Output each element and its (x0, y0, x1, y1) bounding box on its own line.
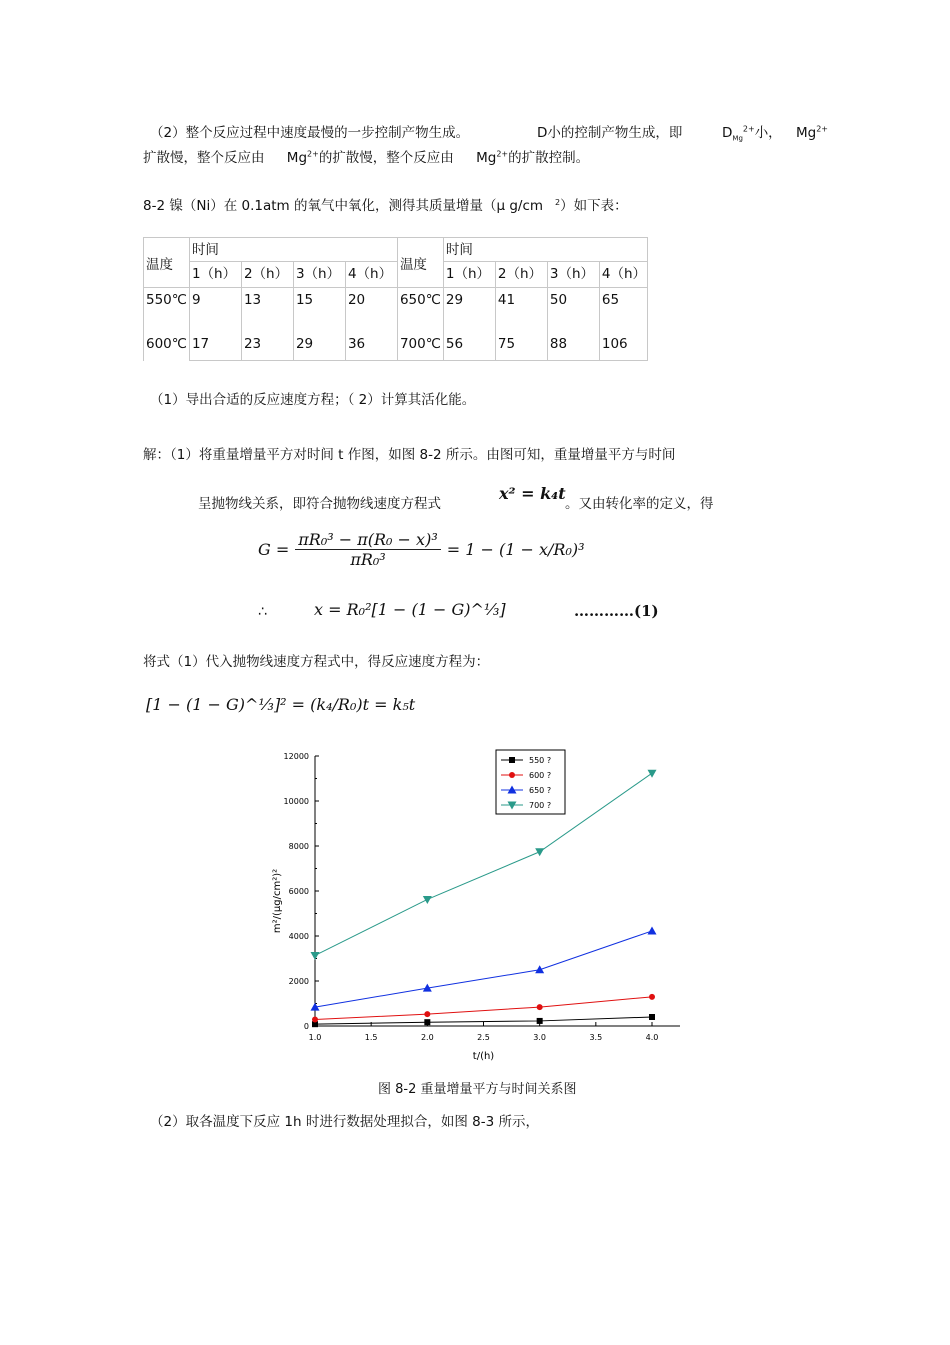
value: 56 (445, 336, 464, 352)
value: 65 (601, 292, 620, 308)
header-hour: 4（h） (599, 262, 647, 288)
table-cell (241, 288, 293, 361)
solution-line2-tail: 。又由转化率的定义，得 (565, 496, 714, 512)
x-tick-label: 3.0 (533, 1033, 547, 1042)
mg-superscript: 2+ (816, 124, 828, 134)
para1-text-a: （2）整个反应过程中速度最慢的一步控制产物生成。 (150, 125, 470, 141)
mg-symbol: Mg (795, 125, 817, 141)
table-cell-temp (144, 288, 190, 361)
eq-tag: …………(1) (574, 602, 659, 620)
legend-label: 700 ? (529, 801, 552, 810)
header-hour: 1（h） (443, 262, 495, 288)
data-point (535, 965, 544, 973)
value: 23 (243, 336, 262, 352)
small-text: 小， (754, 125, 782, 141)
temp-650: 650℃ (399, 292, 441, 308)
x-tick-label: 2.5 (477, 1033, 490, 1042)
problem-tail: ）如下表： (560, 198, 628, 214)
para1-line2-text: 扩散慢，整个反应由 (143, 150, 265, 166)
eq-G-left: G = (258, 540, 290, 559)
data-point (312, 1016, 318, 1022)
series-line (315, 773, 652, 955)
para1-line1 (150, 121, 469, 141)
table-cell (443, 288, 495, 361)
eq-G-right: = 1 − (1 − x/R₀)³ (446, 540, 585, 559)
eq-rate: [1 − (1 − G)^⅓]² = (k₄/R₀)t = k₅t (146, 695, 416, 714)
y-tick-label: 4000 (288, 932, 309, 941)
temp-550: 550℃ (146, 292, 187, 308)
header-hour: 3（h） (547, 262, 599, 288)
mass-gain-squared-chart (258, 745, 698, 1070)
y-tick-label: 10000 (283, 797, 309, 806)
y-tick-label: 2000 (288, 977, 309, 986)
header-hour: 1（h） (189, 262, 241, 288)
substitution-line: 将式（1）代入抛物线速度方程式中，得反应速度方程为： (143, 654, 490, 670)
value: 13 (243, 292, 262, 308)
x-tick-label: 3.5 (589, 1033, 603, 1042)
x-tick-label: 4.0 (645, 1033, 659, 1042)
eq-G (258, 530, 585, 569)
header-time-1: 时间 (189, 238, 397, 262)
para1-line2-c: 的扩散控制。 (508, 150, 590, 166)
solution-line1: 解：（1）将重量增量平方对时间 t 作图，如图 8-2 所示。由图可知，重量增量平方与时间 (143, 447, 676, 463)
y-tick-label: 6000 (288, 887, 309, 896)
value: 29 (445, 292, 464, 308)
data-point (424, 1011, 430, 1017)
header-temp-1: 温度 (144, 238, 190, 288)
y-axis-label: m²/(μg/cm²)² (272, 868, 283, 934)
last-line: （2）取各温度下反应 1h 时进行数据处理拟合，如图 8-3 所示， (150, 1114, 539, 1130)
para1-line1-b (537, 121, 682, 141)
value: 41 (497, 292, 516, 308)
data-point (311, 952, 320, 960)
mass-gain-table (143, 237, 648, 361)
temp-600: 600℃ (146, 336, 187, 352)
data-point (648, 770, 657, 778)
legend-label: 650 ? (529, 786, 552, 795)
data-point (537, 1004, 543, 1010)
header-time-2: 时间 (443, 238, 647, 262)
data-point (537, 1018, 543, 1024)
eq-parabola: x² = k₄t (499, 484, 566, 503)
value: 36 (347, 336, 366, 352)
eq-G-numerator: πR₀³ − π(R₀ − x)³ (295, 530, 440, 550)
legend-label: 550 ? (529, 756, 552, 765)
value: 50 (549, 292, 568, 308)
data-point (535, 848, 544, 856)
mg-superscript-3: 2+ (496, 149, 509, 159)
table-cell (547, 288, 599, 361)
data-point (509, 757, 515, 763)
problem-sup: 2 (555, 197, 561, 207)
temp-700: 700℃ (399, 336, 441, 352)
table-cell (189, 288, 241, 361)
table-cell (599, 288, 647, 361)
value: 17 (191, 336, 210, 352)
x-tick-label: 1.0 (308, 1033, 322, 1042)
mg-symbol-2: Mg (286, 150, 308, 166)
solution-line2 (198, 492, 441, 512)
y-tick-label: 12000 (283, 752, 309, 761)
value: 75 (497, 336, 516, 352)
header-temp-2: 温度 (397, 238, 443, 288)
chart-layer (272, 750, 680, 1062)
value: 15 (295, 292, 314, 308)
value: 88 (549, 336, 568, 352)
header-hour: 3（h） (293, 262, 345, 288)
mg-superscript-2: 2+ (307, 149, 319, 159)
data-point (649, 1014, 655, 1020)
value: 106 (601, 336, 628, 352)
para1-line2 (143, 146, 589, 166)
data-point (648, 926, 657, 934)
x-axis-label: t/(h) (472, 1051, 495, 1062)
series-line (315, 997, 652, 1020)
d-subscript: Mg (732, 134, 743, 143)
x-tick-label: 1.5 (364, 1033, 378, 1042)
para1-text-b: D小的控制产物生成，即 (537, 125, 683, 141)
table-cell (293, 288, 345, 361)
data-point (649, 994, 655, 1000)
eq-G-denominator: πR₀³ (350, 550, 386, 569)
solution-line2-text: 呈抛物线关系，即符合抛物线速度方程式 (198, 496, 441, 512)
problem-title (143, 194, 628, 214)
para1-dmg (722, 121, 828, 143)
mg-symbol-3: Mg (476, 150, 497, 166)
questions: （1）导出合适的反应速度方程；（ 2）计算其活化能。 (150, 392, 476, 408)
problem-title-text: 8-2 镍（Ni）在 0.1atm 的氧气中氧化，测得其质量增量（μ g/cm (143, 198, 544, 214)
y-tick-label: 8000 (288, 842, 309, 851)
d-superscript: 2+ (742, 124, 755, 134)
data-point (423, 896, 432, 904)
table-cell (345, 288, 397, 361)
legend-label: 600 ? (529, 771, 552, 780)
header-hour: 4（h） (345, 262, 397, 288)
figure-caption: 图 8-2 重量增量平方与时间关系图 (378, 1082, 577, 1097)
data-point (424, 1019, 430, 1025)
x-tick-label: 2.0 (420, 1033, 434, 1042)
data-point (509, 772, 515, 778)
therefore-symbol: ∴ (258, 604, 267, 620)
value: 29 (295, 336, 314, 352)
y-tick-label: 0 (303, 1022, 309, 1031)
header-hour: 2（h） (241, 262, 293, 288)
para1-line2-b: 的扩散慢，整个反应由 (318, 150, 454, 166)
eq-G-fraction (295, 530, 440, 569)
header-hour: 2（h） (495, 262, 547, 288)
d-symbol: D (722, 125, 733, 141)
series-line (315, 931, 652, 1007)
table-cell (495, 288, 547, 361)
table-cell-temp (397, 288, 443, 361)
value: 9 (191, 292, 201, 308)
eq-x: x = R₀²[1 − (1 − G)^⅓] (314, 600, 506, 619)
value: 20 (347, 292, 366, 308)
